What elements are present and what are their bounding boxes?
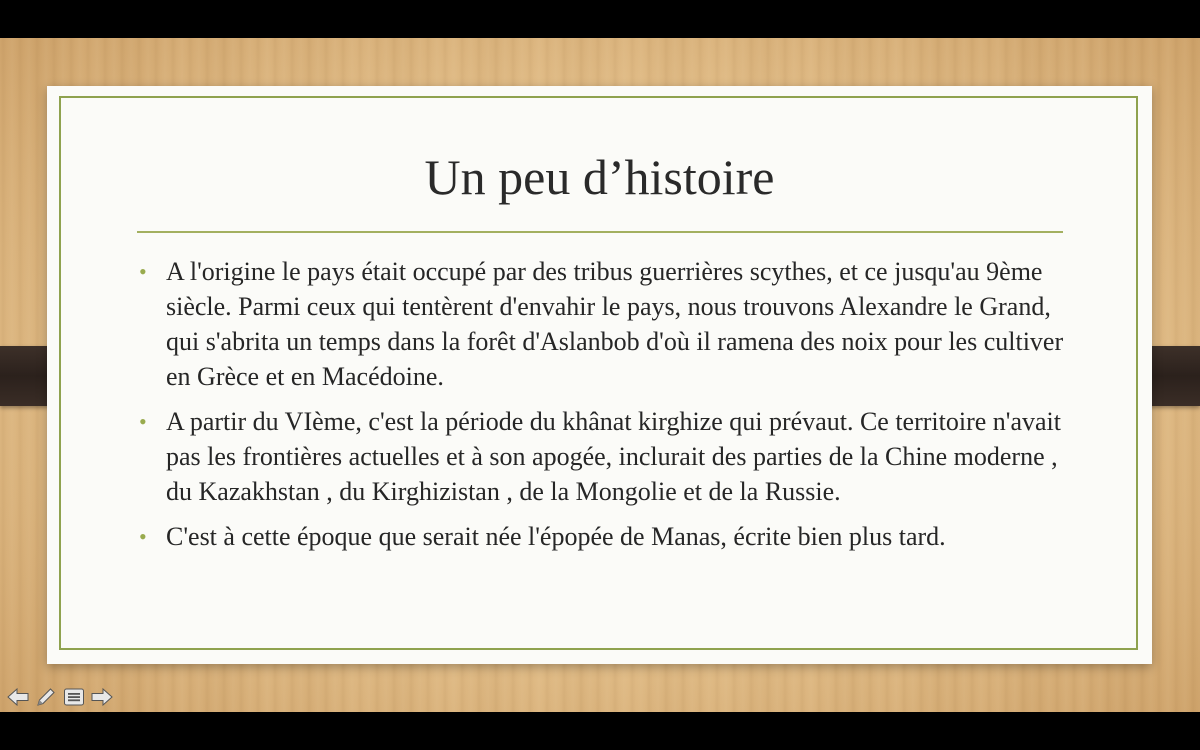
bullet-item	[137, 519, 1077, 554]
bullet-text: A l'origine le pays était occupé par des tribus guerrières scythes, et ce jusqu'au 9ème siècle. Parmi ceux qui tentèrent d'envahir le pays, nous trouvons Alexandre le Grand, qui s'abrita un temps dans la forêt d'Aslanbob d'où il ramena des noix pour les cultiver en Grèce et en Macédoine.	[166, 257, 1064, 391]
slide-title: Un peu d’histoire	[424, 149, 775, 205]
pen-icon	[35, 686, 57, 708]
title-divider	[137, 231, 1063, 233]
bullet-item	[137, 404, 1077, 509]
presentation-controls	[6, 684, 114, 710]
wood-background	[0, 38, 1200, 712]
bullet-text: C'est à cette époque que serait née l'épopée de Manas, écrite bien plus tard.	[166, 522, 946, 551]
bullet-list	[137, 254, 1077, 564]
menu-button[interactable]	[62, 685, 86, 709]
menu-icon	[63, 687, 85, 707]
previous-slide-button[interactable]	[6, 685, 30, 709]
slide	[47, 86, 1152, 664]
bullet-item	[137, 254, 1077, 394]
bullet-dot-icon: •	[139, 524, 147, 549]
pen-button[interactable]	[34, 685, 58, 709]
bullet-text: A partir du VIème, c'est la période du khânat kirghize qui prévaut. Ce territoire n'avait pas les frontières actuelles et à son apogée, inclurait des parties de la Chine moderne , du Kazakhstan , du Kirghizistan , de la Mongolie et de la Russie.	[166, 407, 1061, 506]
arrow-left-icon	[7, 687, 29, 707]
arrow-right-icon	[91, 687, 113, 707]
bullet-dot-icon: •	[139, 259, 147, 284]
next-slide-button[interactable]	[90, 685, 114, 709]
bullet-dot-icon: •	[139, 409, 147, 434]
